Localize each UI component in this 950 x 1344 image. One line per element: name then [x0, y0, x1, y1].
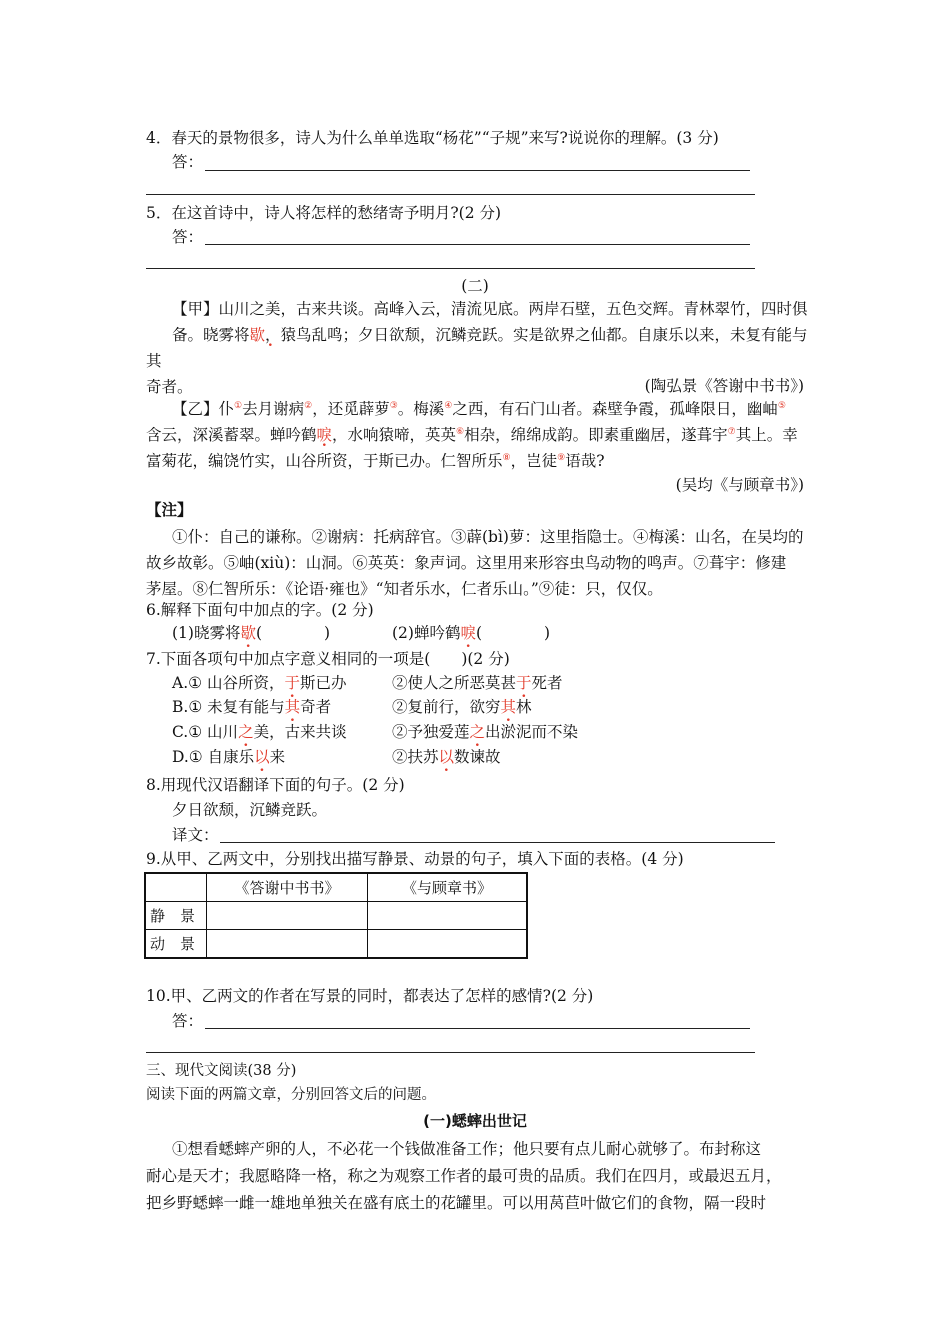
text: 之西，有石门山者。森壁争霞，孤峰限日，幽岫	[452, 400, 778, 418]
dotted-char: 歇	[249, 326, 266, 344]
text: ②扶苏	[392, 748, 439, 766]
notes-title: 【注】	[146, 500, 193, 519]
text: ，水响猿啼，英英	[332, 426, 457, 444]
table-header: 《答谢中书书》	[207, 873, 368, 902]
dotted-char: 以	[438, 748, 455, 766]
notes-line-3: 茅屋。⑧仁智所乐：《论语·雍也》“知者乐水，仁者乐山。”⑨徒：只，仅仅。	[146, 580, 663, 598]
text: C.① 山川	[172, 723, 239, 741]
text: 富菊花，编饶竹实，山谷所资，于斯已办。仁智所乐	[146, 452, 503, 470]
text: 死者	[531, 674, 563, 692]
footnote-mark: ③	[389, 400, 398, 411]
answer-line	[205, 244, 750, 245]
article-line-3: 把乡野蟋蟀一雌一雄地单独关在盛有底土的花罐里。可以用莴苣叶做它们的食物，隔一段时	[146, 1194, 767, 1212]
text: 其上。幸	[735, 426, 798, 444]
text: A.① 山谷所资，	[172, 674, 285, 692]
text: 数谏故	[454, 748, 501, 766]
notes-line-2: 故乡故彰。⑤岫(xiù)：山洞。⑥英英：象声词。这里用来形容虫鸟动物的鸣声。⑦葺宇：修建	[146, 554, 787, 572]
q7-option-b-2	[392, 697, 532, 717]
dotted-char: 歇	[240, 624, 256, 642]
answer-cell[interactable]	[207, 930, 368, 959]
yi-source: (吴均《与顾章书》)	[675, 476, 804, 494]
q8-sentence: 夕日欲颓，沉鳞竞跃。	[172, 801, 328, 819]
text: ②予独爱莲	[392, 723, 470, 741]
answer-cell[interactable]	[368, 902, 528, 930]
text: (1)晓雾将	[172, 624, 241, 642]
section-title: (二)	[461, 277, 489, 295]
q7-option-c-2	[392, 722, 578, 742]
q6-item-1	[172, 623, 330, 643]
row-label: 动 景	[145, 930, 207, 959]
table-row	[145, 902, 527, 930]
answer-table	[144, 872, 528, 959]
answer-cell[interactable]	[207, 902, 368, 930]
footnote-mark: ②	[304, 400, 313, 411]
jia-line-1: 【甲】山川之美，古来共谈。高峰入云，清流见底。两岸石壁，五色交辉。青林翠竹，四时俱	[172, 300, 808, 318]
footnote-mark: ⑤	[777, 400, 786, 411]
text: 【乙】仆	[172, 400, 235, 418]
article-line-1: ①想看蟋蟀产卵的人，不必花一个钱做准备工作；他只要有点儿耐心就够了。布封称这	[172, 1140, 762, 1158]
question-6: 6.解释下面句中加点的字。(2 分)	[146, 601, 374, 619]
yi-line-3	[146, 448, 808, 474]
text: ②使人之所恶莫甚	[392, 674, 517, 692]
footnote-mark: ⑥	[456, 426, 465, 437]
answer-label-4: 答：	[172, 153, 204, 171]
answer-line	[146, 194, 755, 195]
answer-line	[146, 268, 755, 269]
section-3-instruction: 阅读下面的两篇文章，分别回答文后的问题。	[146, 1087, 436, 1103]
table-header: 《与顾章书》	[368, 873, 528, 902]
footnote-mark: ⑧	[502, 452, 511, 463]
dotted-char: 于	[284, 674, 300, 692]
question-5: 5．在这首诗中，诗人将怎样的愁绪寄予明月?(2 分)	[146, 204, 502, 222]
dotted-char: 之	[238, 723, 254, 741]
text: ，还觅薜萝	[312, 400, 390, 418]
text: 美，古来共谈	[253, 723, 347, 741]
table-cell	[145, 873, 207, 902]
footnote-mark: ①	[234, 400, 243, 411]
row-label: 静 景	[145, 902, 207, 930]
question-10: 10.甲、乙两文的作者在写景的同时，都表达了怎样的感情?(2 分)	[146, 987, 594, 1005]
yi-line-1	[146, 396, 808, 422]
text: ，岂徒	[510, 452, 558, 470]
text: D.① 自康乐	[172, 748, 255, 766]
yi-line-2	[146, 422, 808, 448]
jia-source: (陶弘景《答谢中书书》)	[644, 377, 804, 395]
article-title: (一)蟋蟀出世记	[423, 1112, 527, 1130]
text: 出淤泥而不染	[485, 723, 579, 741]
text: ②复前行，欲穷	[392, 698, 501, 716]
dotted-char: 于	[516, 674, 532, 692]
q7-option-d-2	[392, 747, 501, 767]
question-4: 4．春天的景物很多，诗人为什么单单选取“杨花”“子规”来写?说说你的理解。(3 分)	[146, 129, 719, 147]
text: 去月谢病	[242, 400, 305, 418]
answer-cell[interactable]	[368, 930, 528, 959]
dotted-char: 之	[469, 723, 486, 741]
text: 含云，深溪蓄翠。蝉吟鹤	[146, 426, 317, 444]
q6-item-2	[392, 623, 550, 643]
jia-line-2	[146, 322, 808, 374]
answer-line	[205, 1028, 750, 1029]
article-body	[146, 1136, 808, 1217]
question-9: 9.从甲、乙两文中，分别找出描写静景、动景的句子，填入下面的表格。(4 分)	[146, 850, 684, 868]
question-8: 8.用现代汉语翻译下面的句子。(2 分)	[146, 776, 405, 794]
table-row	[145, 930, 527, 959]
answer-line	[205, 170, 750, 171]
text: 语哉?	[565, 452, 605, 470]
answer-label-5: 答：	[172, 228, 204, 246]
notes-body	[146, 524, 808, 602]
answer-line	[220, 842, 775, 843]
footnote-mark: ④	[444, 400, 453, 411]
jia-line-3: 奇者。	[146, 378, 193, 396]
dotted-char: 其	[500, 698, 517, 716]
text: ，猿鸟乱鸣；夕日欲颓，沉鳞竞跃。实是欲界之仙都。自康乐以来，未复有能与其	[146, 326, 808, 370]
q7-option-d	[172, 747, 285, 767]
text: 奇者	[300, 698, 332, 716]
footnote-mark: ⑨	[557, 452, 566, 463]
table-row	[145, 873, 527, 902]
q7-option-a	[172, 673, 346, 693]
text: ( )	[255, 624, 331, 642]
footnote-mark: ⑦	[727, 426, 736, 437]
text: ( )	[475, 624, 551, 642]
dotted-char: 其	[284, 698, 301, 716]
dotted-char: 以	[254, 748, 270, 766]
text: (2)蝉吟鹤	[392, 624, 461, 642]
notes-line-1: ①仆：自己的谦称。②谢病：托病辞官。③薜(bì)萝：这里指隐士。④梅溪：山名，在吴均的	[172, 528, 804, 546]
text: 备。晓雾将	[172, 326, 250, 344]
text: 林	[516, 698, 532, 716]
q7-option-c	[172, 722, 347, 742]
text: 来	[269, 748, 286, 766]
section-3-title: 三、现代文阅读(38 分)	[146, 1063, 297, 1079]
q7-option-a-2	[392, 673, 563, 693]
question-7: 7.下面各项句中加点字意义相同的一项是( )(2 分)	[146, 650, 510, 668]
answer-line	[146, 1052, 755, 1053]
q7-option-b	[172, 697, 331, 717]
text: 相杂，绵绵成韵。即素重幽居，遂葺宇	[464, 426, 728, 444]
answer-label-10: 答：	[172, 1012, 204, 1030]
text: B.① 未复有能与	[172, 698, 285, 716]
text: 。梅溪	[397, 400, 445, 418]
q8-answer-label: 译文：	[172, 826, 219, 844]
passage-yi	[146, 396, 808, 474]
dotted-char: 唳	[316, 426, 333, 444]
text: 斯已办	[299, 674, 347, 692]
article-line-2: 耐心是天才；我愿略降一格，称之为观察工作者的最可贵的品质。我们在四月，或最迟五月，	[146, 1167, 782, 1185]
dotted-char: 唳	[460, 624, 476, 642]
